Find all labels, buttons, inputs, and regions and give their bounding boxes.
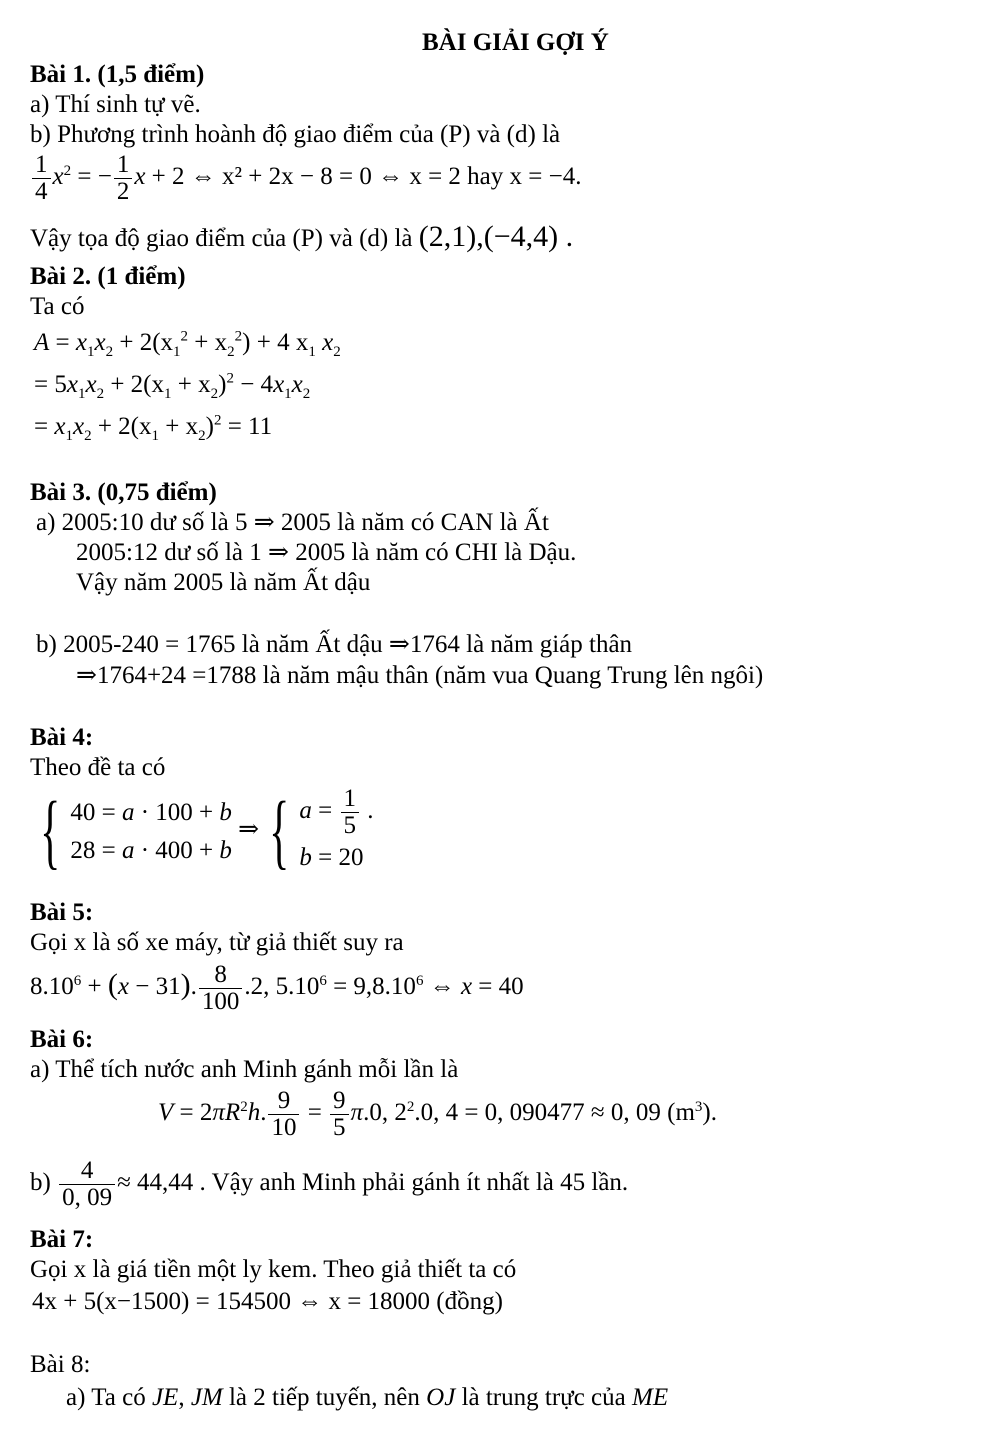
page-title: BÀI GIẢI GỢI Ý <box>422 29 609 56</box>
bai3-a1: a) 2005:10 dư số là 5 ⇒ 2005 là năm có CAN là Ất <box>36 509 549 536</box>
bai1-points: (2,1),(−4,4) . <box>418 220 574 253</box>
bai3-b1: b) 2005-240 = 1765 là năm Ất dậu ⇒1764 là năm giáp thân <box>36 631 633 658</box>
bai8-heading: Bài 8: <box>30 1351 91 1378</box>
bai1-b: b) Phương trình hoành độ giao điểm của (P) và (d) là <box>30 121 561 148</box>
bai6-b-label: b) <box>30 1169 51 1197</box>
bai7-intro: Gọi x là giá tiền một ly kem. Theo giả thiết ta có <box>30 1256 517 1283</box>
bai3-a2: 2005:12 dư số là 1 ⇒ 2005 là năm có CHI là Dậu. <box>76 539 577 566</box>
bai8-a-pre: a) Ta có <box>66 1384 146 1411</box>
bai1-conclusion-text: Vậy tọa độ giao điểm của (P) và (d) là <box>30 225 413 252</box>
bai5-equation: $8.10^6 + (x - 31)$. $\frac{8}{100}$ .2, $5.10^6 = 9,8.10^6$ ⇔ x = 40 <box>30 961 524 1015</box>
bai8-a: a) Ta có JE, JM là 2 tiếp tuyến, nên OJ là trung trực của ME <box>66 1384 669 1411</box>
bai6-a: a) Thể tích nước anh Minh gánh mỗi lần là <box>30 1056 459 1083</box>
bai4-system: { 40 = a · 100 + b 28 = a · 400 + b ⇒ { a = $\frac{1}{5}$ . b = 20 <box>40 784 374 878</box>
bai3-b2: ⇒1764+24 =1788 là năm mậu thân (năm vua Quang Trung lên ngôi) <box>76 662 764 689</box>
bai3-heading: Bài 3. (0,75 điểm) <box>30 479 217 506</box>
bai1-equation-tail: ⇔ x² + 2x − 8 = 0 ⇔ x = 2 hay x = −4. <box>190 163 582 191</box>
bai2-line2: = $5x_1x_2 + 2(x_1 + x_2)^2 - 4x_1x_2$ <box>34 370 311 402</box>
bai6-b-tail: ≈ 44,44 . Vậy anh Minh phải gánh ít nhất là 45 lần. <box>117 1169 629 1197</box>
bai2-line1: $A = x_1x_2 + 2(x_1^2 + x_2^2) + 4$ $x_1$ $x_2$ <box>34 328 341 360</box>
bai1-equation: $\frac{1}{4}$ $x^2$ = − $\frac{1}{2}$ x + 2 ⇔ x² + 2x − 8 = 0 ⇔ x = 2 hay x = −4. <box>30 152 581 205</box>
bai5-intro: Gọi x là số xe máy, từ giả thiết suy ra <box>30 929 404 956</box>
bai2-heading: Bài 2. (1 điểm) <box>30 263 186 290</box>
bai8-a-mid2: là trung trực của <box>461 1384 626 1411</box>
bai4-heading: Bài 4: <box>30 724 94 751</box>
bai7-heading: Bài 7: <box>30 1226 94 1253</box>
bai7-equation: 4x + 5(x−1500) = 154500 ⇔ x = 18000 (đồng) <box>32 1288 503 1315</box>
bai3-a3: Vậy năm 2005 là năm Ất dậu <box>76 569 371 596</box>
bai1-conclusion <box>30 222 573 254</box>
bai2-line3: = $x_1x_2 + 2(x_1 + x_2)^2 = 11$ <box>34 412 273 444</box>
bai6-heading: Bài 6: <box>30 1026 94 1053</box>
bai2-intro: Ta có <box>30 293 85 320</box>
bai1-a: a) Thí sinh tự vẽ. <box>30 91 201 118</box>
bai6-b: b) $\frac{4}{0, 09}$ ≈ 44,44 . Vậy anh Minh phải gánh ít nhất là 45 lần. <box>30 1157 629 1211</box>
bai8-a-mid: là 2 tiếp tuyến, nên <box>228 1384 420 1411</box>
bai1-heading: Bài 1. (1,5 điểm) <box>30 61 205 88</box>
bai6-volume-formula: $V = 2\pi R^2h$. $\frac{9}{10}$ = $\frac{9}{5}$ π.0, $2^2.0$, 4 = 0, 090477 ≈ 0, 09 $(m^3)$. <box>158 1087 717 1141</box>
bai5-heading: Bài 5: <box>30 899 94 926</box>
bai4-intro: Theo đề ta có <box>30 754 166 781</box>
